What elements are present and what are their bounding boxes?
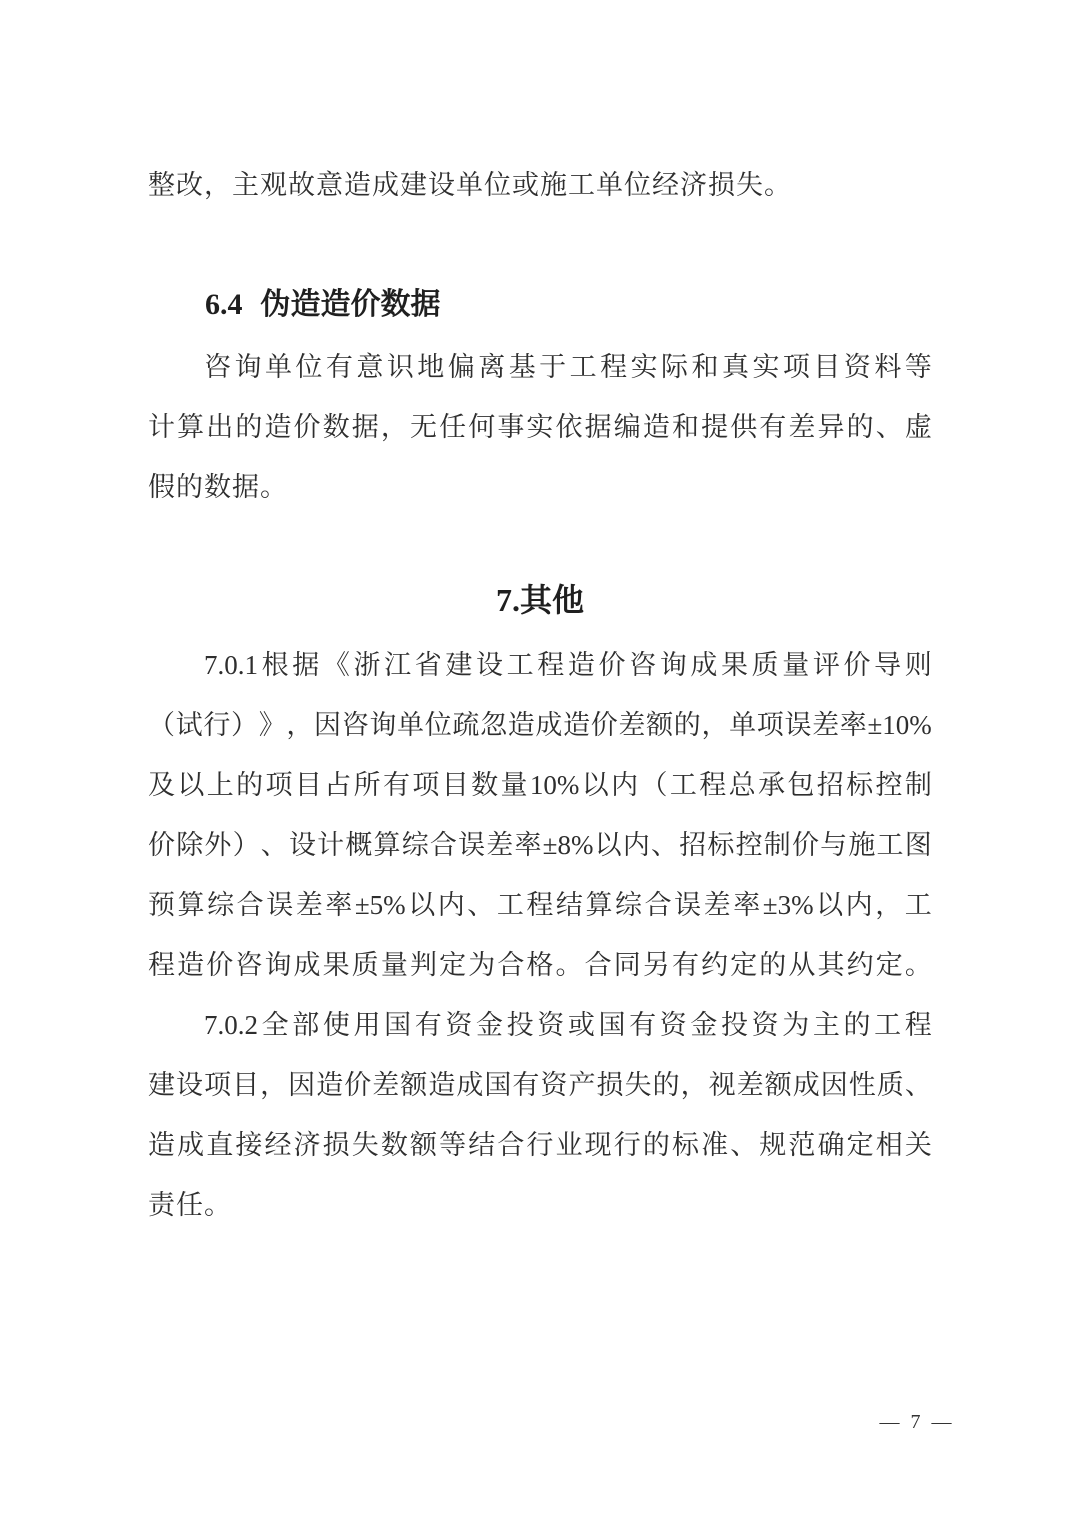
text-line: 及 以 上 的 项 目 占 所 有 项 目 数 量 10% 以 内 （ 工 程 总 承 包 招 标 控 制 [148, 770, 932, 800]
text-line: 计 算 出 的 造 价 数 据 ， 无 任 何 事 实 依 据 编 造 和 提 供 有 差 异 的 、 虚 [148, 412, 932, 442]
text-line: 假的数据。 [148, 472, 288, 502]
text-line: 造 成 直 接 经 济 损 失 数 额 等 结 合 行 业 现 行 的 标 准 、 规 范 确 定 相 关 [148, 1130, 932, 1160]
text-line: 整改，主观故意造成建设单位或施工单位经济损失。 [148, 170, 792, 200]
clause-7-0-1 [148, 635, 932, 995]
section-6-4-paragraph [148, 337, 932, 517]
text-line: 预 算 综 合 误 差 率 ±5% 以 内 、 工 程 结 算 综 合 误 差 率 ±3% 以 内 ， 工 [148, 890, 932, 920]
intro-paragraph [148, 155, 932, 215]
clause-7-0-2 [148, 995, 932, 1235]
section-6-4-heading [205, 275, 441, 335]
text-line: 责任。 [148, 1190, 232, 1220]
section-title: 伪造造价数据 [260, 288, 441, 321]
text-line: 7.0.2 全 部 使 用 国 有 资 金 投 资 或 国 有 资 金 投 资 为 主 的 工 程 [204, 1010, 932, 1040]
page-number: — 7 — [879, 1411, 955, 1433]
text-line: 建 设 项 目 ， 因 造 价 差 额 造 成 国 有 资 产 损 失 的 ， 视 差 额 成 因 性 质 、 [148, 1070, 932, 1100]
text-line: 7.0.1 根 据 《 浙 江 省 建 设 工 程 造 价 咨 询 成 果 质 量 评 价 导 则 [204, 650, 932, 680]
section-number: 6.4 [205, 288, 243, 321]
text-line: 程 造 价 咨 询 成 果 质 量 判 定 为 合 格 。 合 同 另 有 约 定 的 从 其 约 定 。 [148, 950, 932, 980]
text-line: 咨 询 单 位 有 意 识 地 偏 离 基 于 工 程 实 际 和 真 实 项 目 资 料 等 [204, 352, 932, 382]
text-line: 价 除 外 ） 、 设 计 概 算 综 合 误 差 率 ±8% 以 内 、 招 标 控 制 价 与 施 工 图 [148, 830, 932, 860]
chapter-7-heading: 7.其他 [495, 582, 584, 618]
text-line: （ 试 行 ） 》 ， 因 咨 询 单 位 疏 忽 造 成 造 价 差 额 的 ， 单 项 误 差 率 ±10% [148, 710, 932, 740]
